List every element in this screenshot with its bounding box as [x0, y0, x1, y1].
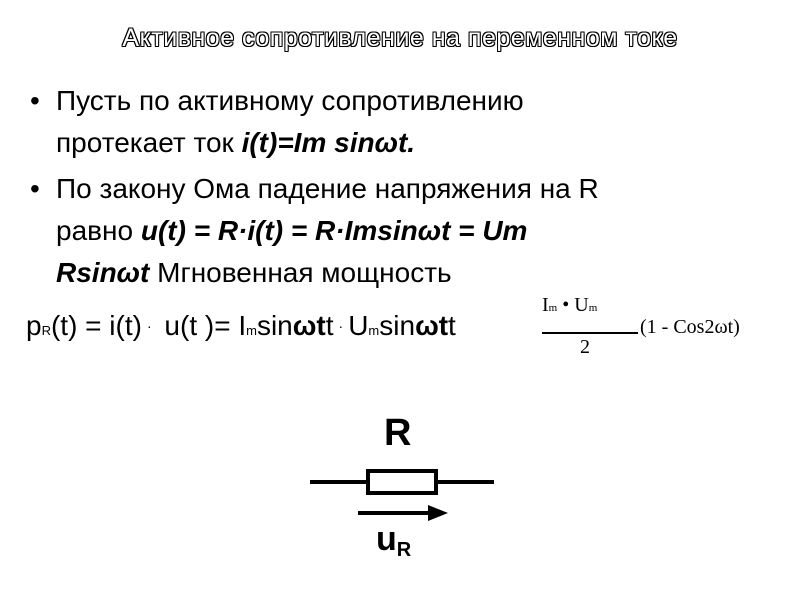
mult-dot: · [338, 318, 344, 334]
bullet-ohm-line1: По закону Ома падение напряжения на R [56, 173, 599, 204]
voltage-label [376, 520, 411, 562]
fraction-numerator [542, 294, 597, 317]
mult-dot: · [146, 318, 152, 334]
t-2: t [448, 310, 456, 341]
um-subscript: m [368, 323, 380, 338]
power-subscript: R [41, 323, 51, 338]
voltage-subscript: R [396, 539, 412, 561]
power-part1: (t) = i(t) [50, 310, 142, 341]
t-1: t [325, 310, 334, 341]
voltage-symbol: u [376, 520, 397, 558]
resistor-label: R [384, 412, 412, 454]
voltage-formula-cont: Rsinωt [56, 257, 150, 288]
sin-1: sin [256, 310, 293, 341]
num-u-sub: m [588, 302, 598, 314]
power-symbol: p [26, 310, 42, 341]
power-fraction [542, 294, 792, 364]
bullet-current-line2: протекает ток [56, 127, 242, 158]
im-subscript: m [246, 323, 257, 338]
bullet-ohm [30, 168, 770, 294]
num-i: I [542, 294, 549, 316]
power-part2: u(t )= I [156, 310, 247, 341]
bullet-current [30, 80, 770, 164]
resistor-body [368, 471, 436, 493]
sin-2: sin [379, 310, 416, 341]
bullet-dot: • [30, 173, 40, 204]
voltage-formula: u(t) = R·i(t) = R·Imsinωt = Um [140, 215, 528, 246]
power-formula [26, 310, 456, 342]
num-i-sub: m [548, 302, 558, 314]
bullet-ohm-line2: равно [56, 215, 141, 246]
fraction-bar [542, 332, 638, 334]
u-symbol: U [348, 310, 369, 341]
num-bullet-u: • U [557, 294, 589, 316]
bullet-dot: • [30, 85, 40, 116]
fraction-paren: (1 - Cos2ωt) [640, 316, 740, 338]
fraction-denominator: 2 [580, 336, 590, 358]
instant-power-label: Мгновенная мощность [149, 257, 452, 288]
current-formula: i(t)=Im sinωt. [241, 127, 416, 158]
bullet-list [30, 80, 770, 298]
omega-t-2: ωt [415, 310, 449, 341]
bullet-current-line1: Пусть по активному сопротивлению [56, 85, 524, 116]
slide-title: Активное сопротивление на переменном токе [122, 24, 678, 52]
voltage-arrow-head-icon [428, 505, 448, 521]
omega-t-1: ωt [292, 310, 326, 341]
